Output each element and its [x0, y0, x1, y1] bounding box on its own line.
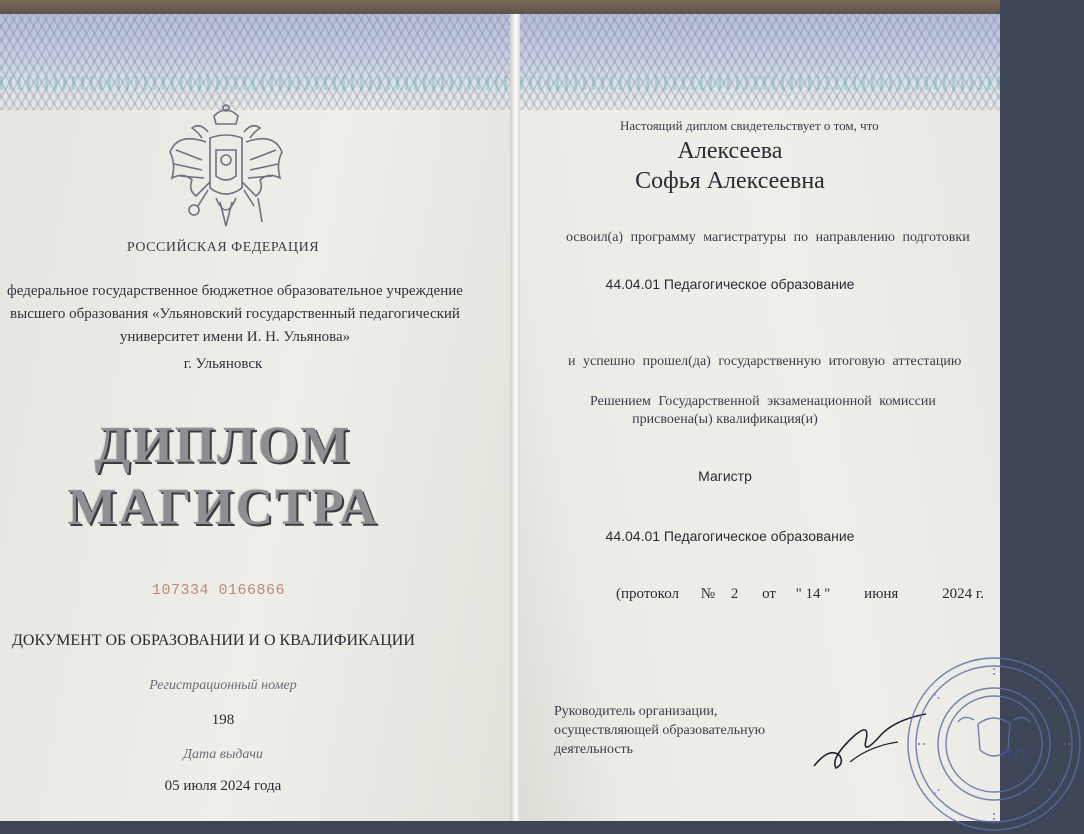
issue-date-label: Дата выдачи [183, 747, 263, 762]
commission-decision-text: Решением Государственной экзаменационной комиссии [590, 394, 936, 409]
protocol-from: от [762, 586, 776, 602]
document-type: ДОКУМЕНТ ОБ ОБРАЗОВАНИИ И О КВАЛИФИКАЦИИ [12, 632, 415, 649]
protocol-open: (протокол [616, 586, 679, 602]
guilloche-border [520, 14, 1000, 110]
issue-date: 05 июля 2024 года [164, 778, 282, 794]
institution-name: федеральное государственное бюджетное образовательное учреждение высшего образования «Ульяновский государственный педагогический университет имени И. Н. Ульянова» [7, 283, 463, 345]
protocol-line [616, 586, 984, 603]
qualification-program: 44.04.01 Педагогическое образование [605, 528, 855, 544]
diploma-title-line1: ДИПЛОМ [94, 417, 352, 474]
seal-initials: И.О. [1000, 746, 1030, 762]
organization-head-text: Руководитель организации, осуществляющей образовательную деятельность [554, 704, 766, 757]
official-seal-icon [904, 654, 1084, 834]
coat-of-arms-icon [162, 102, 290, 234]
guilloche-line [0, 76, 512, 90]
program-name: 44.04.01 Педагогическое образование [605, 276, 855, 292]
diploma-left-page [0, 14, 512, 821]
graduate-surname: Алексеева [677, 138, 783, 164]
registration-number: 198 [211, 712, 235, 728]
certify-text: Настоящий диплом свидетельствует о том, что [620, 118, 879, 133]
attestation-text: и успешно прошел(да) государственную итоговую аттестацию [568, 354, 962, 369]
city: г. Ульяновск [183, 356, 263, 372]
registration-label: Регистрационный номер [149, 678, 297, 693]
protocol-number-sign: № [700, 586, 716, 602]
graduate-given-names: Софья Алексеевна [635, 168, 825, 194]
guilloche-border [0, 14, 512, 110]
diploma-title-line2: МАГИСТРА [67, 479, 379, 536]
protocol-month: июня [864, 586, 899, 602]
protocol-day: " 14 " [795, 586, 831, 602]
qualification: Магистр [698, 468, 752, 484]
diploma-right-page [520, 14, 1030, 821]
serial-number: 107334 0166866 [152, 582, 286, 599]
qualification-awarded-text: присвоена(ы) квалификация(и) [632, 412, 818, 427]
guilloche-line [520, 76, 1000, 90]
protocol-year: 2024 г. [942, 586, 985, 602]
country-name: РОССИЙСКАЯ ФЕДЕРАЦИЯ [126, 240, 320, 255]
mastered-program-text: освоил(а) программу магистратуры по направлению подготовки [566, 230, 970, 245]
protocol-number: 2 [730, 586, 739, 602]
